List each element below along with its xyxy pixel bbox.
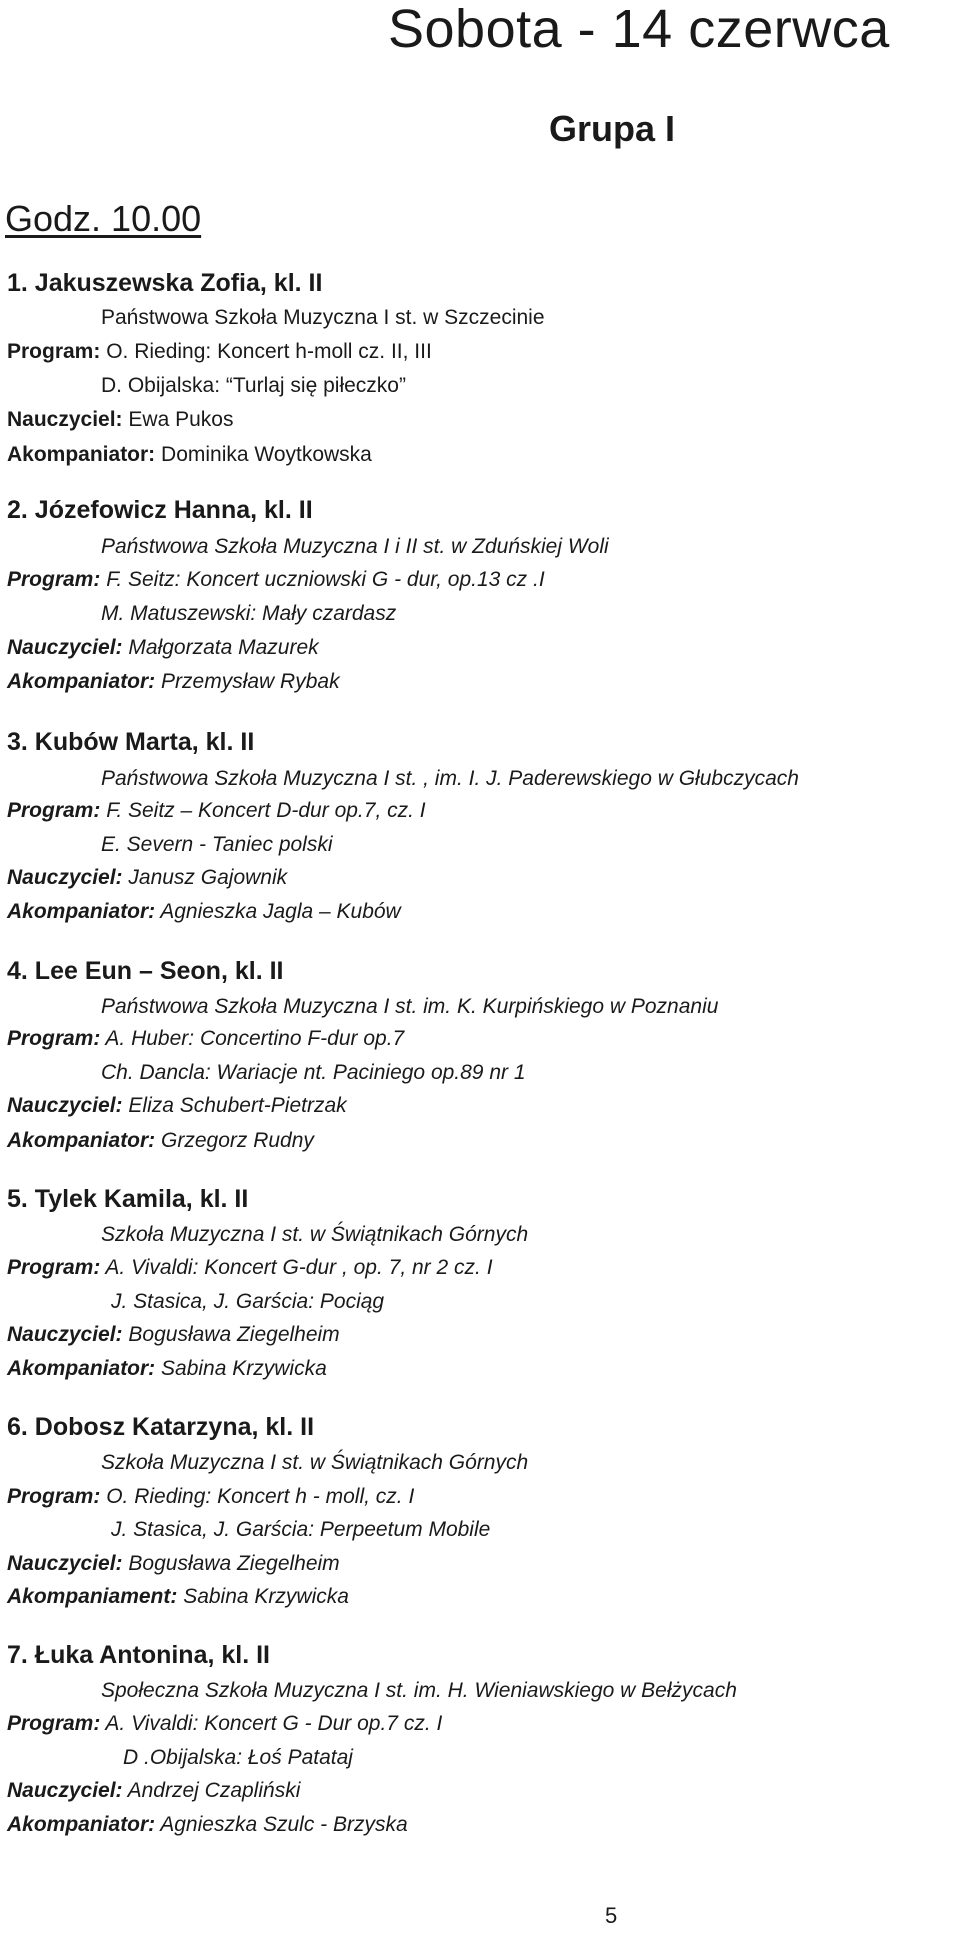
school-name: Państwowa Szkoła Muzyczna I i II st. w Zduńskiej Woli <box>101 535 609 558</box>
performer-name: 4. Lee Eun – Seon, kl. II <box>7 957 284 985</box>
accompanist-line <box>7 1128 314 1154</box>
program-line-1 <box>7 567 545 593</box>
teacher-line <box>7 635 319 661</box>
program-piece-2: Ch. Dancla: Wariacje nt. Paciniego op.89 nr 1 <box>101 1061 526 1084</box>
program-piece-1: O. Rieding: Koncert h-moll cz. II, III <box>100 340 432 363</box>
accompanist-name: Agnieszka Jagla – Kubów <box>155 900 401 923</box>
accompanist-line <box>7 1356 327 1382</box>
performer-name: 7. Łuka Antonina, kl. II <box>7 1641 271 1669</box>
teacher-label: Nauczyciel: <box>7 1323 123 1346</box>
teacher-name: Bogusława Ziegelheim <box>122 1552 340 1575</box>
program-line-1 <box>7 1255 493 1281</box>
program-piece-2: D. Obijalska: “Turlaj się piłeczko” <box>101 374 406 397</box>
program-line-1 <box>7 1484 414 1510</box>
program-piece-1: A. Vivaldi: Koncert G - Dur op.7 cz. I <box>100 1712 443 1735</box>
program-piece-2: J. Stasica, J. Garścia: Pociąg <box>111 1290 385 1313</box>
program-line-1 <box>7 1026 404 1052</box>
teacher-label: Nauczyciel: <box>7 1094 123 1117</box>
program-label: Program: <box>7 1256 101 1279</box>
teacher-line <box>7 1778 300 1804</box>
teacher-line <box>7 1093 347 1119</box>
accompanist-line <box>7 1812 408 1838</box>
teacher-line <box>7 865 287 891</box>
program-label: Program: <box>7 799 101 822</box>
program-label: Program: <box>7 568 101 591</box>
group-heading: Grupa I <box>549 108 676 149</box>
teacher-label: Nauczyciel: <box>7 1552 123 1575</box>
program-piece-1: A. Huber: Concertino F-dur op.7 <box>100 1027 405 1050</box>
accompanist-line <box>7 669 340 695</box>
performer-name: 3. Kubów Marta, kl. II <box>7 728 255 756</box>
teacher-label: Nauczyciel: <box>7 866 123 889</box>
teacher-line <box>7 1322 340 1348</box>
school-name: Szkoła Muzyczna I st. w Świątnikach Górnych <box>101 1223 529 1246</box>
performer-name: 6. Dobosz Katarzyna, kl. II <box>7 1413 315 1441</box>
teacher-name: Andrzej Czapliński <box>122 1779 301 1802</box>
program-piece-2: M. Matuszewski: Mały czardasz <box>101 602 397 625</box>
program-piece-1: F. Seitz: Koncert uczniowski G - dur, op.13 cz .I <box>100 568 545 591</box>
accompanist-label: Akompaniator: <box>7 670 156 693</box>
accompanist-label: Akompaniator: <box>7 1129 156 1152</box>
program-line-1 <box>7 1711 442 1737</box>
program-line-1 <box>7 798 426 824</box>
teacher-line <box>7 407 233 433</box>
accompanist-label: Akompaniator: <box>7 900 156 923</box>
accompanist-name: Sabina Krzywicka <box>155 1357 327 1380</box>
accompanist-label: Akompaniator: <box>7 443 156 466</box>
teacher-name: Ewa Pukos <box>122 408 234 431</box>
program-piece-1: A. Vivaldi: Koncert G-dur , op. 7, nr 2 cz. I <box>100 1256 493 1279</box>
program-label: Program: <box>7 340 101 363</box>
accompanist-name: Grzegorz Rudny <box>155 1129 314 1152</box>
teacher-name: Małgorzata Mazurek <box>122 636 319 659</box>
program-piece-2: J. Stasica, J. Garścia: Perpeetum Mobile <box>111 1518 491 1541</box>
program-piece-2: E. Severn - Taniec polski <box>101 833 333 856</box>
time-heading: Godz. 10.00 <box>5 198 202 239</box>
accompanist-name: Dominika Woytkowska <box>155 443 372 466</box>
school-name: Państwowa Szkoła Muzyczna I st. im. K. Kurpińskiego w Poznaniu <box>101 995 719 1018</box>
accompanist-label: Akompaniator: <box>7 1357 156 1380</box>
program-label: Program: <box>7 1712 101 1735</box>
teacher-line <box>7 1551 340 1577</box>
program-piece-2: D .Obijalska: Łoś Patataj <box>123 1746 353 1769</box>
performer-name: 1. Jakuszewska Zofia, kl. II <box>7 269 323 297</box>
page-title: Sobota - 14 czerwca <box>388 0 890 59</box>
program-label: Program: <box>7 1027 101 1050</box>
school-name: Szkoła Muzyczna I st. w Świątnikach Górnych <box>101 1451 529 1474</box>
accompanist-name: Sabina Krzywicka <box>177 1585 349 1608</box>
accompanist-line <box>7 442 372 468</box>
accompanist-name: Przemysław Rybak <box>155 670 340 693</box>
accompanist-line <box>7 1584 349 1610</box>
accompanist-label: Akompaniator: <box>7 1813 156 1836</box>
school-name: Społeczna Szkoła Muzyczna I st. im. H. Wieniawskiego w Bełżycach <box>101 1679 737 1702</box>
performer-name: 5. Tylek Kamila, kl. II <box>7 1185 249 1213</box>
program-label: Program: <box>7 1485 101 1508</box>
accompanist-line <box>7 899 401 925</box>
accompanist-name: Agnieszka Szulc - Brzyska <box>155 1813 408 1836</box>
accompanist-label: Akompaniament: <box>7 1585 178 1608</box>
program-line-1 <box>7 339 432 365</box>
program-piece-1: O. Rieding: Koncert h - moll, cz. I <box>100 1485 415 1508</box>
teacher-name: Bogusława Ziegelheim <box>122 1323 340 1346</box>
teacher-label: Nauczyciel: <box>7 636 123 659</box>
school-name: Państwowa Szkoła Muzyczna I st. w Szczecinie <box>101 306 545 329</box>
teacher-name: Janusz Gajownik <box>122 866 288 889</box>
performer-name: 2. Józefowicz Hanna, kl. II <box>7 496 313 524</box>
program-piece-1: F. Seitz – Koncert D-dur op.7, cz. I <box>100 799 426 822</box>
page-number: 5 <box>605 1903 618 1928</box>
school-name: Państwowa Szkoła Muzyczna I st. , im. I. J. Paderewskiego w Głubczycach <box>101 767 799 790</box>
teacher-label: Nauczyciel: <box>7 408 123 431</box>
teacher-name: Eliza Schubert-Pietrzak <box>122 1094 347 1117</box>
teacher-label: Nauczyciel: <box>7 1779 123 1802</box>
